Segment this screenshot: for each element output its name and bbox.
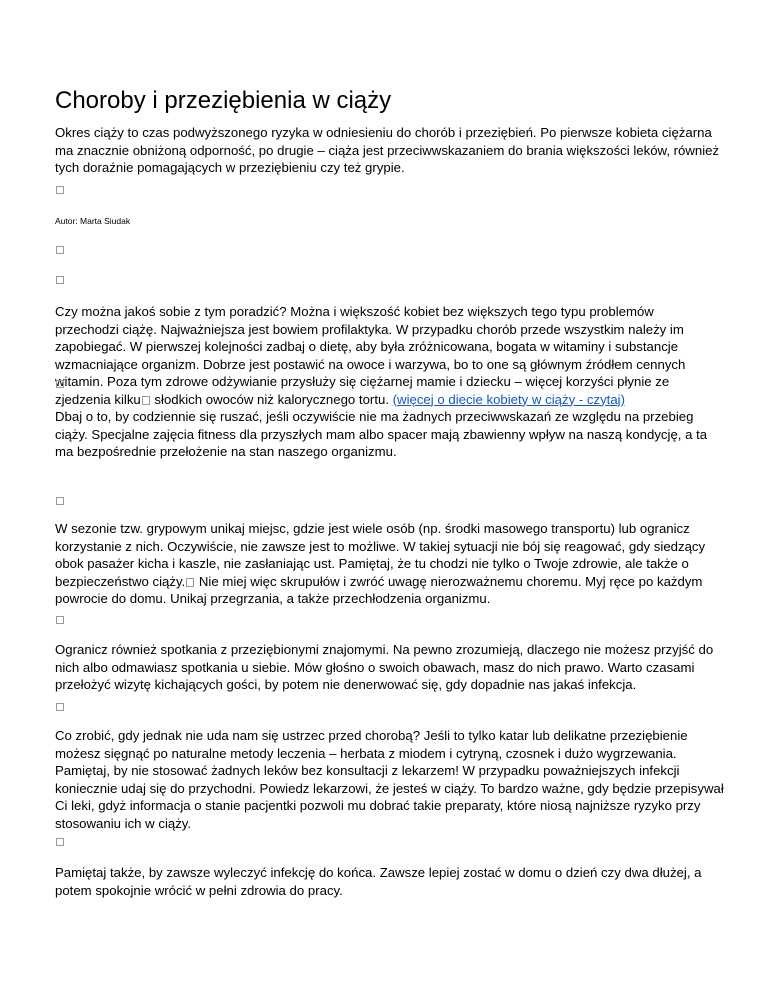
page-title: Choroby i przeziębienia w ciąży — [55, 87, 392, 114]
paragraph-limit-meetings: Ogranicz również spotkania z przeziębionymi znajomymi. Na pewno zrozumieją, dlaczego nie możesz przyjść do nich albo odmawiasz spotkania u siebie. Mów głośno o swoich obawach, masz do nich prawo. Warto czasami przełożyć wizytę kichających gości, by potem nie denerwować się, gdy dopadnie nas jakaś infekcja. — [55, 642, 714, 692]
placeholder-image-icon — [56, 703, 64, 711]
placeholder-glyph-icon — [186, 578, 194, 587]
paragraph-recovery: Pamiętaj także, by zawsze wyleczyć infekcję do końca. Zawsze lepiej zostać w domu o dzień czy dwa dłużej, a potem spokojnie wrócić w pełni zdrowia do pracy. — [55, 865, 702, 898]
paragraph-exercise: Dbaj o to, by codziennie się ruszać, jeśli oczywiście nie ma żadnych przeciwwskazań ze względu na przebieg ciąży. Specjalne zajęcia fitness dla przyszłych mam albo spacer mają zbawienny wpływ na naszą kondycję, a ta ma bezpośrednie przełożenie na stan naszego organizmu. — [55, 409, 708, 459]
paragraph-flu-season — [55, 520, 725, 608]
placeholder-image-icon — [56, 246, 64, 254]
placeholder-image-icon — [56, 186, 64, 194]
author-label: Autor: Marta Siudak — [55, 216, 131, 226]
paragraph-text: słodkich owoców niż kalorycznego tortu. — [150, 391, 393, 407]
paragraph-treatment: Co zrobić, gdy jednak nie uda nam się ustrzec przed chorobą? Jeśli to tylko katar lub delikatne przeziębienie możesz sięgnąć po naturalne metody leczenia – herbata z miodem i cytryną, czosnek i dużo wygrzewania. Pamiętaj, by nie stosować żadnych leków bez konsultacji z lekarzem! W przypadku poważniejszych infekcji koniecznie udaj się do przychodni. Powiedz lekarzowi, że jesteś w ciąży. To bardzo ważne, gdy będzie przepisywał Ci leki, gdyż informacja o stanie pacjentki pozwoli mu dobrać takie preparaty, które niosą najniższe ryzyko przy stosowaniu ich w ciąży. — [55, 728, 724, 831]
intro-paragraph: Okres ciąży to czas podwyższonego ryzyka w odniesieniu do chorób i przeziębień. Po pierwsze kobieta ciężarna ma znacznie obniżoną odporność, po drugie – ciąża jest przeciwwskazaniem do brania większości leków, również tych doraźnie pomagających w przeziębieniu czy też grypie. — [55, 125, 720, 175]
placeholder-image-icon — [56, 380, 64, 388]
placeholder-image-icon — [56, 497, 64, 505]
diet-article-link[interactable]: (więcej o diecie kobiety w ciąży - czytaj) — [392, 391, 625, 407]
placeholder-image-icon — [56, 616, 64, 624]
placeholder-image-icon — [56, 276, 64, 284]
placeholder-glyph-icon — [142, 396, 150, 405]
paragraph-text: Nie miej więc skrupułów i zwróć uwagę nierozważnemu choremu. Myj ręce po każdym powrocie do domu. Unikaj przegrzania, a także przechłodzenia organizmu. — [55, 573, 703, 606]
paragraph-text: W sezonie tzw. grypowym unikaj miejsc, gdzie jest wiele osób (np. środki masowego transportu) lub ogranicz korzystanie z nich. Oczywiście, nie zawsze jest to możliwe. W takiej sytuacji nie bój się reagować, gdy siedzący obok pasażer kicha i kaszle, nie zasłaniając ust. Pamiętaj, że tu chodzi nie tylko o Twoje zdrowie, ale także o bezpieczeństwo ciąży. — [55, 521, 706, 589]
paragraph-text: Czy można jakoś sobie z tym poradzić? Można i większość kobiet bez większych tego typu problemów przechodzi ciążę. Najważniejsza jest bowiem profilaktyka. W przypadku chorób przede wszystkim należy im zapobiegać. W pierwszej kolejności zadbaj o dietę, aby była zróżnicowana, bogata w witaminy i substancje wzmacniające organizm. Dobrze jest postawić na owoce i warzywa, bo to one są głównym źródłem cennych witamin. Poza tym zdrowe odżywianie przysłuży się ciężarnej mamie i dziecku – więcej korzyści płynie ze zjedzenia kilku — [55, 304, 686, 407]
placeholder-image-icon — [56, 838, 64, 846]
paragraph-prevention — [55, 303, 710, 408]
